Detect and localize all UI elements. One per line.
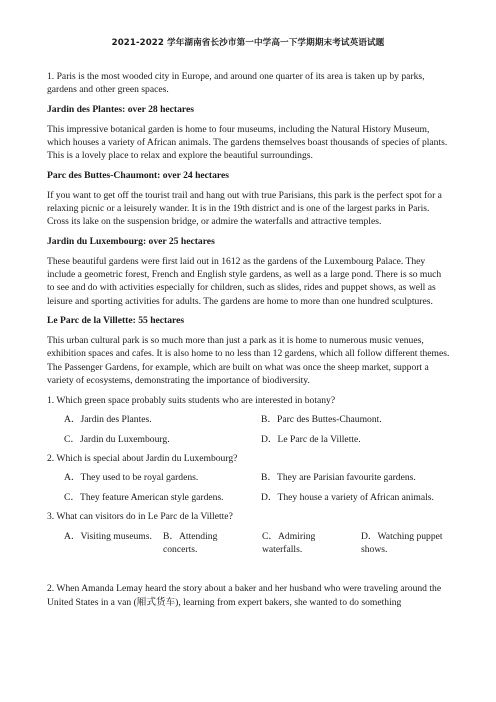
question-1-option-c[interactable]: C．Jardin du Luxembourg. [64, 433, 170, 445]
question-1-option-b[interactable]: B．Parc des Buttes-Chaumont. [261, 414, 382, 426]
question-2-option-a[interactable]: A．They used to be royal gardens. [64, 472, 199, 484]
question-3-options [47, 530, 451, 557]
section-body-buttes-chaumont: If you want to get off the tourist trail and hang out with true Parisians, this park is the perfect spot for a relaxing picnic or a leisurely wander. It is in the 19th district and is one of the largest parks in Paris. Cross its lake on the suspension bridge, or admire the waterfalls and attractive temples. [47, 189, 442, 228]
section-body-jardin-du-luxembourg: These beautiful gardens were first laid out in 1612 as the gardens of the Luxembourg Palace. They include a geometric forest, French and English style gardens, as well as a large pond. There is so much to see and do with activities especially for children, such as slides, rides and puppet shows, as well as leisure and sporting activities for adults. The gardens are home to more than one hundred sculptures. [47, 255, 442, 307]
section-heading-buttes-chaumont: Parc des Buttes-Chaumont: over 24 hectares [47, 170, 229, 181]
question-3-option-c[interactable]: C．Admiring waterfalls. [262, 530, 316, 556]
question-2-option-c[interactable]: C．They feature American style gardens. [64, 491, 224, 503]
question-3-option-b[interactable]: B．Attending concerts. [163, 530, 218, 556]
question-2-option-d[interactable]: D．They house a variety of African animals. [261, 491, 434, 503]
question-1-stem: 1. Which green space probably suits students who are interested in botany? [47, 394, 336, 406]
section-heading-jardin-du-luxembourg: Jardin du Luxembourg: over 25 hectares [47, 236, 215, 247]
question-3-option-d[interactable]: D．Watching puppet shows. [361, 530, 443, 556]
document-title: 2021-2022 学年湖南省长沙市第一中学高一下学期期末考试英语试题 [111, 38, 385, 48]
question-2-option-b[interactable]: B．They are Parisian favourite gardens. [261, 472, 416, 484]
question-2-stem: 2. Which is special about Jardin du Luxembourg? [47, 453, 238, 465]
question-1-option-d[interactable]: D．Le Parc de la Villette. [261, 433, 361, 445]
question-1-options [47, 413, 451, 446]
section-body-jardin-des-plantes: This impressive botanical garden is home to four museums, including the Natural History Museum, which houses a variety of African animals. The gardens themselves boast thousands of species of plants. This is a lovely place to relax and explore the beautiful surroundings. [47, 123, 448, 162]
document-body [47, 70, 451, 609]
section-heading-parc-de-la-villette: Le Parc de la Villette: 55 hectares [47, 315, 185, 327]
question-1-option-a[interactable]: A．Jardin des Plantes. [64, 414, 152, 426]
next-passage-intro: 2. When Amanda Lemay heard the story about a baker and her husband who were traveling around the United States in a van (厢式货车), learning from expert bakers, she wanted to do something [47, 583, 442, 608]
question-3-stem: 3. What can visitors do in Le Parc de la Villette? [47, 511, 233, 523]
passage-intro: 1. Paris is the most wooded city in Europe, and around one quarter of its area is taken up by parks, gardens and other green spaces. [47, 71, 425, 96]
section-body-parc-de-la-villette: This urban cultural park is so much more than just a park as it is home to numerous music venues, exhibition spaces and cafes. It is also home to no less than 12 gardens, which all follow different themes. The Passenger Gardens, for example, which are built on what was once the sheep market, support a variety of ecosystems, demonstrating the importance of biodiversity. [47, 335, 450, 387]
question-3-option-a[interactable]: A．Visiting museums. [64, 530, 152, 542]
section-heading-jardin-des-plantes: Jardin des Plantes: over 28 hectares [47, 104, 194, 115]
question-2-options [47, 471, 451, 504]
